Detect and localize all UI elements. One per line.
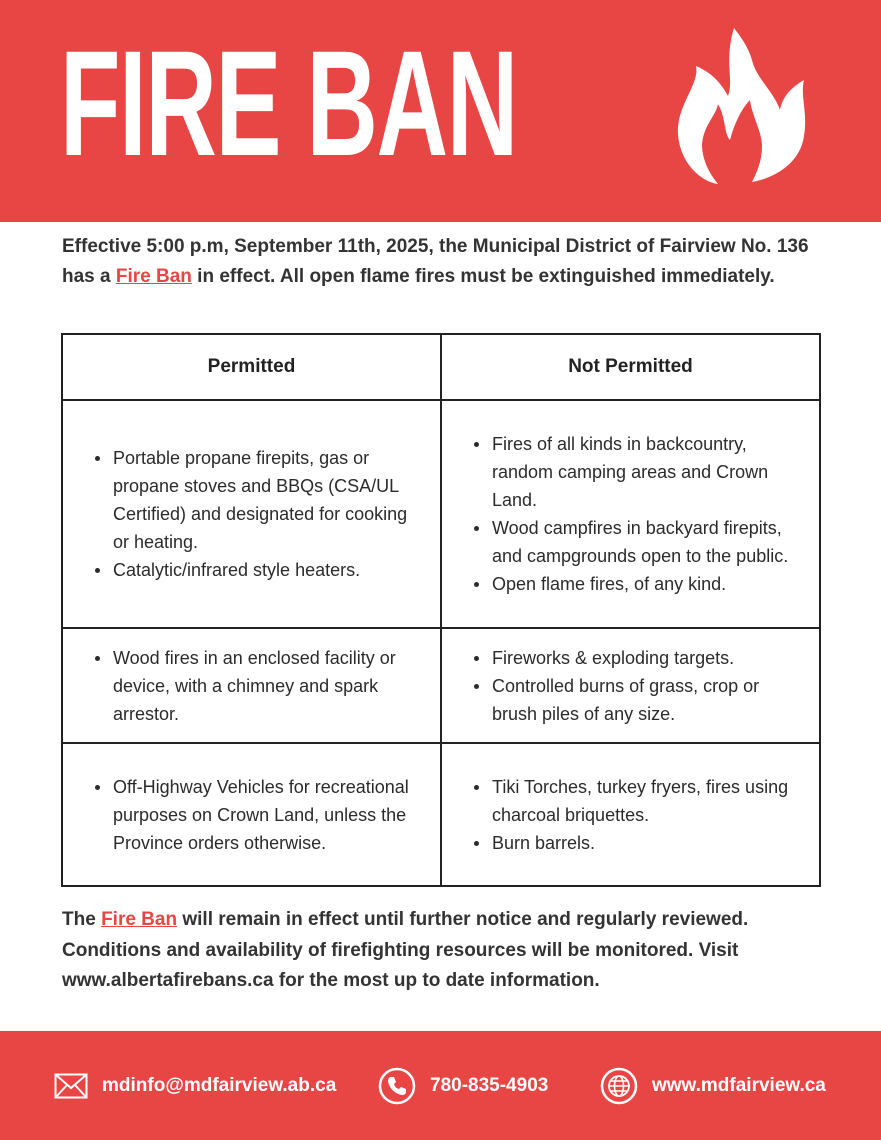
permitted-list [89, 444, 418, 584]
website-contact[interactable] [600, 1031, 826, 1140]
permitted-cell [62, 743, 441, 886]
table-row [62, 743, 820, 886]
list-item: Portable propane firepits, gas or propane stoves and BBQs (CSA/UL Certified) and designated for cooking or heating. [113, 444, 418, 556]
page-title: FIRE BAN [60, 19, 517, 187]
not-permitted-cell [441, 400, 820, 628]
envelope-icon [54, 1073, 88, 1099]
table-header-row [62, 334, 820, 400]
list-item: Fireworks & exploding targets. [492, 644, 797, 672]
list-item: Wood campfires in backyard firepits, and campgrounds open to the public. [492, 514, 797, 570]
email-contact[interactable] [54, 1031, 336, 1140]
phone-icon [378, 1067, 416, 1105]
list-item: Burn barrels. [492, 829, 797, 857]
permitted-list [89, 773, 418, 857]
list-item: Catalytic/infrared style heaters. [113, 556, 418, 584]
fire-ban-link[interactable]: Fire Ban [115, 266, 192, 287]
not-permitted-list [468, 430, 797, 598]
column-header-permitted: Permitted [62, 334, 441, 400]
list-item: Fires of all kinds in backcountry, random camping areas and Crown Land. [492, 430, 797, 514]
not-permitted-list [468, 644, 797, 728]
list-item: Tiki Torches, turkey fryers, fires using charcoal briquettes. [492, 773, 797, 829]
phone-contact[interactable] [378, 1031, 548, 1140]
not-permitted-cell [441, 743, 820, 886]
website-link[interactable]: www.mdfairview.ca [652, 1074, 826, 1096]
rules-table [61, 333, 821, 887]
not-permitted-cell [441, 628, 820, 743]
table-row [62, 628, 820, 743]
fire-ban-link[interactable]: Fire Ban [101, 909, 178, 930]
outro-paragraph [62, 905, 822, 997]
list-item: Off-Highway Vehicles for recreational purposes on Crown Land, unless the Province orders otherwise. [113, 773, 418, 857]
header-banner [0, 0, 881, 222]
list-item: Controlled burns of grass, crop or brush piles of any size. [492, 672, 797, 728]
not-permitted-list [468, 773, 797, 857]
globe-icon [600, 1067, 638, 1105]
permitted-cell [62, 400, 441, 628]
column-header-not-permitted: Not Permitted [441, 334, 820, 400]
outro-text-before: The [62, 909, 102, 930]
intro-paragraph [62, 232, 822, 292]
list-item: Wood fires in an enclosed facility or device, with a chimney and spark arrestor. [113, 644, 418, 728]
permitted-list [89, 644, 418, 728]
intro-text-after: in effect. All open flame fires must be extinguished immediately. [191, 266, 775, 287]
outro-text-after: will remain in effect until further notice and regularly reviewed. Conditions and availability of firefighting resources will be monitored. Visit www.albertafirebans.ca for the most up to date information. [62, 909, 749, 991]
footer-contact-bar [0, 1031, 881, 1140]
table-row [62, 400, 820, 628]
flame-icon [672, 26, 810, 184]
permitted-cell [62, 628, 441, 743]
intro-text-before: Effective 5:00 p.m, September 11th, 2025, the Municipal District of Fairview No. 136 has a [62, 236, 809, 287]
list-item: Open flame fires, of any kind. [492, 570, 797, 598]
phone-link[interactable]: 780-835-4903 [430, 1074, 549, 1096]
email-link[interactable]: mdinfo@mdfairview.ab.ca [102, 1074, 337, 1096]
